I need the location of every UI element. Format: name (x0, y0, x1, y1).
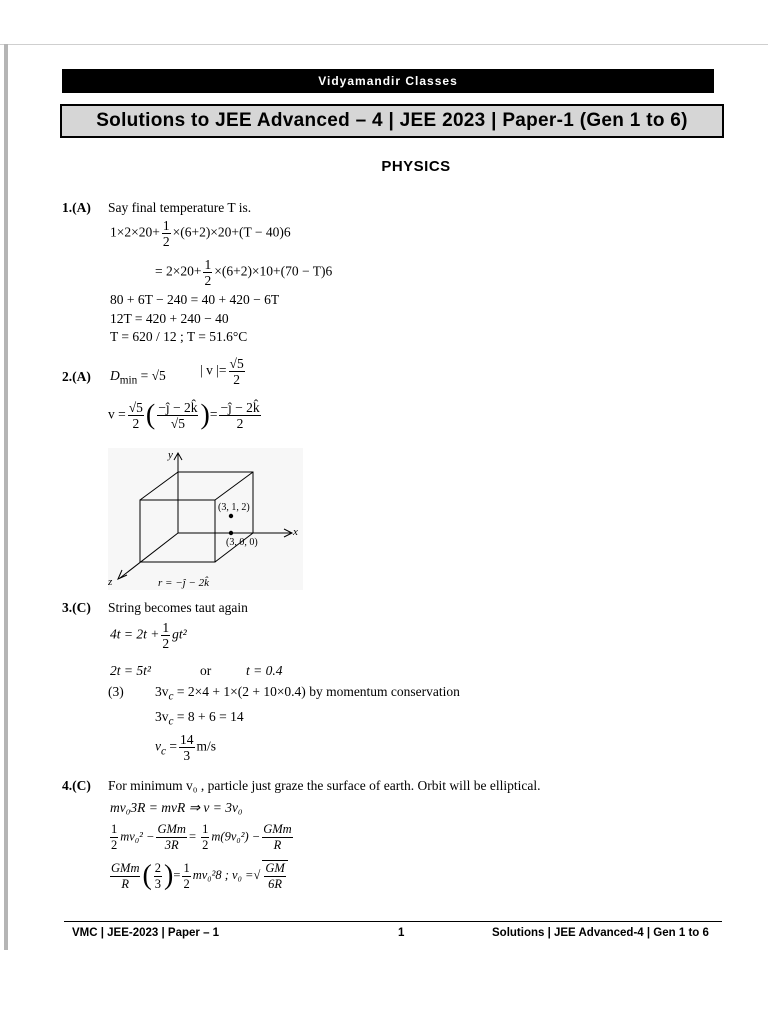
q2-cube-figure (108, 448, 303, 590)
q4-final-equation: $\frac{\text{GMm}}{R}$ ( $\frac{2}{3}$ )= $\frac{1}{2}$ mv₀²8 ; v₀ =√ $\frac{GM}{6R}$ (108, 860, 290, 892)
question-1-number: 1.(A) (62, 200, 91, 215)
point-label-2: (3, 0, 0) (226, 537, 258, 548)
axis-label-z: z (108, 576, 113, 588)
question-1-statement: Say final temperature T is. (108, 200, 252, 215)
q3-momentum-equation: $3v_c = 2\times 4 + 1\times(2 + 10\times 0.4)$ by momentum conservation (155, 684, 460, 703)
q3-or: or (200, 663, 212, 678)
question-3-number: 3.(C) (62, 600, 91, 615)
q4-equation-1: mv₀3R = mvR ⇒ v = 3v₀ (110, 800, 243, 815)
axis-label-x: x (293, 526, 298, 538)
footer-right: Solutions | JEE Advanced-4 | Gen 1 to 6 (492, 927, 709, 939)
q3-subpart: (3) (108, 684, 124, 699)
question-4-number: 4.(C) (62, 778, 91, 793)
q1-equation-2: = 2×20+ $\frac{1}{2}$ ×(6+2)×10+(70 − T)6 (155, 257, 333, 288)
q3-equation-2b: t = 0.4 (246, 663, 283, 678)
q1-equation-5: T = 620 / 12 ; T = 51.6°C (110, 329, 248, 344)
footer-divider (64, 921, 722, 922)
q1-equation-4: 12T = 420 + 240 − 40 (110, 311, 229, 326)
q3-equation-1: 4t = 2t + $\frac{1}{2}$ gt² (110, 620, 187, 651)
q2-speed: | v |= $\frac{√5}{2}$ (200, 356, 244, 387)
q1-equation-1: 1×2×20+ $\frac{1}{2}$ ×(6+2)×20+(T − 40)6 (110, 218, 291, 249)
q2-dmin: $D_{min} = √5$ (110, 368, 166, 387)
page-top-border (0, 44, 768, 45)
point-label-1: (3, 1, 2) (218, 502, 250, 513)
q4-energy-equation: $\frac{1}{2}$ mv₀² − $\frac{\text{GMm}}{3R}$ = $\frac{1}{2}$ m(9v₀²) − $\frac{\text{GMm}}{R}$ (111, 822, 292, 852)
page-left-border (4, 44, 8, 950)
q3-equation-2: 2t = 5t² (110, 663, 151, 678)
footer-left: VMC | JEE-2023 | Paper – 1 (72, 927, 220, 939)
position-vector-label: r = −ĵ − 2k̂ (158, 577, 209, 589)
page-title: Solutions to JEE Advanced – 4 | JEE 2023 | Paper-1 (Gen 1 to 6) (60, 104, 724, 138)
section-heading: PHYSICS (381, 158, 451, 175)
q3-velocity-result: $v_c$ = $\frac{14}{3}$ m/s (155, 732, 217, 763)
question-2-number: 2.(A) (62, 369, 91, 384)
q3-equation-4: $3v_c = 8 + 6 = 14$ (155, 709, 244, 728)
question-4-statement: For minimum v₀ , particle just graze the surface of earth. Orbit will be elliptical. (108, 778, 541, 793)
question-3-statement: String becomes taut again (108, 600, 248, 615)
q1-equation-3: 80 + 6T − 240 = 40 + 420 − 6T (110, 292, 280, 307)
institute-banner: Vidyamandir Classes (62, 69, 714, 93)
q2-velocity-vector: v = $\frac{√5}{2}$ ( $\frac{-ĵ - 2k̂}{√5}$ )= $\frac{-ĵ - 2k̂}{2}$ (108, 399, 260, 431)
footer-page-number: 1 (398, 927, 405, 939)
axis-label-y: y (168, 449, 173, 461)
